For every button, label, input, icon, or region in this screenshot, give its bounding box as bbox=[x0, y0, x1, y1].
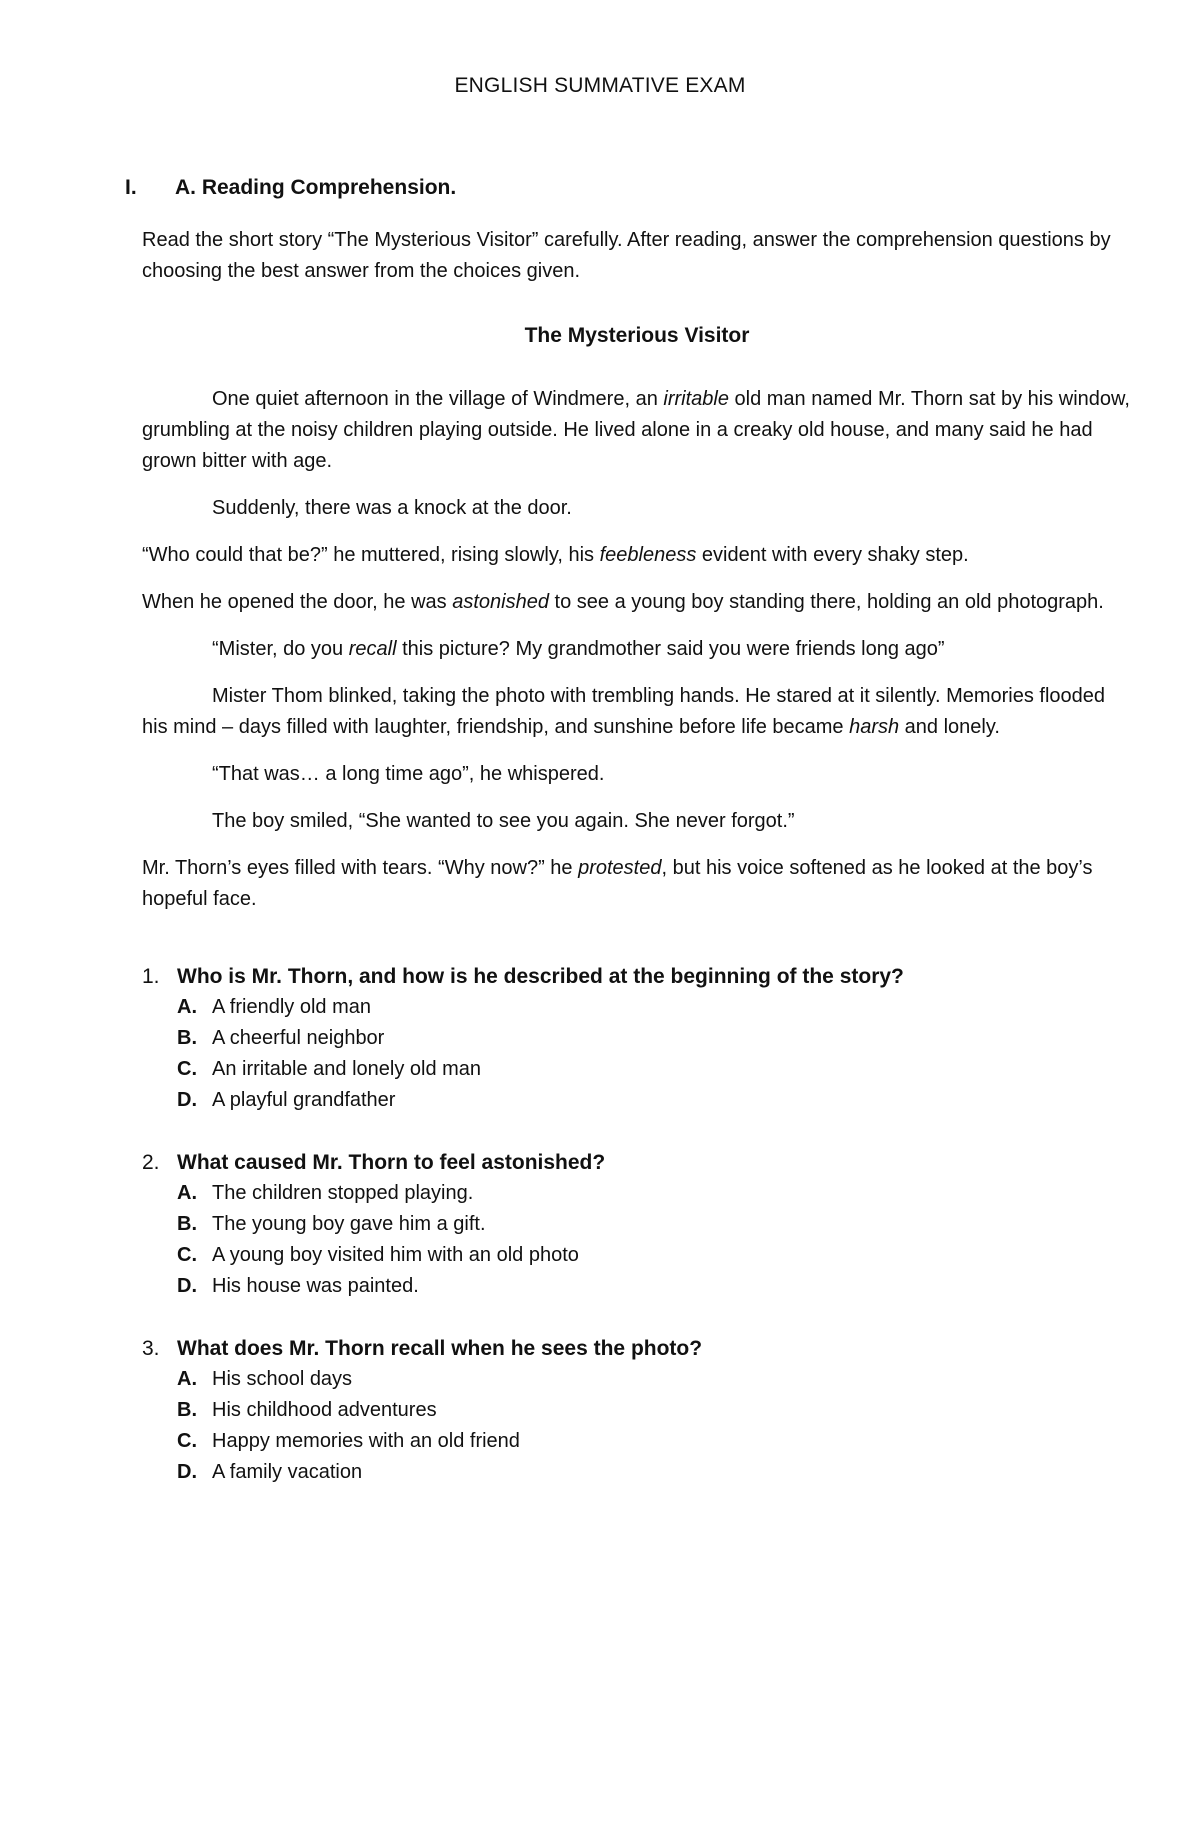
choice-3a[interactable]: A. His school days bbox=[177, 1368, 353, 1390]
choice-1d[interactable]: D. A playful grandfather bbox=[177, 1089, 396, 1111]
story-paragraph-2: Suddenly, there was a knock at the door. bbox=[212, 497, 572, 519]
question-1 bbox=[142, 961, 1132, 1116]
story-title: The Mysterious Visitor bbox=[524, 324, 750, 347]
section-number: I. bbox=[125, 176, 137, 199]
story-paragraph-1: One quiet afternoon in the village of Windmere, an irritable old man named Mr. Thorn sat by his window, grumbling at the noisy children playing outside. He lived alone in a creaky old house, and many said he had grown bitter with age. bbox=[142, 388, 1130, 472]
vocab-word-astonished: astonished bbox=[452, 591, 549, 613]
story-paragraph-7: “That was… a long time ago”, he whispered. bbox=[212, 763, 605, 785]
choice-3c[interactable]: C. Happy memories with an old friend bbox=[177, 1430, 520, 1452]
exam-title: ENGLISH SUMMATIVE EXAM bbox=[454, 74, 746, 97]
choice-2c[interactable]: C. A young boy visited him with an old photo bbox=[177, 1244, 579, 1266]
vocab-word-harsh: harsh bbox=[849, 716, 900, 738]
choice-2d[interactable]: D. His house was painted. bbox=[177, 1275, 419, 1297]
story-paragraph-5: “Mister, do you recall this picture? My grandmother said you were friends long ago” bbox=[212, 638, 945, 660]
section-heading bbox=[125, 176, 456, 200]
question-2 bbox=[142, 1147, 1132, 1302]
story-paragraph-3: “Who could that be?” he muttered, rising slowly, his feebleness evident with every shaky step. bbox=[142, 544, 969, 566]
vocab-word-feebleness: feebleness bbox=[599, 544, 697, 566]
choice-1a[interactable]: A. A friendly old man bbox=[177, 996, 371, 1018]
vocab-word-protested: protested bbox=[578, 857, 662, 879]
instructions: Read the short story “The Mysterious Visitor” carefully. After reading, answer the comprehension questions by choosing the best answer from the choices given. bbox=[142, 229, 1111, 282]
question-list bbox=[142, 961, 1132, 1488]
story-paragraph-9: Mr. Thorn’s eyes filled with tears. “Why now?” he protested, but his voice softened as he looked at the boy’s hopeful face. bbox=[142, 857, 1093, 910]
choice-2b[interactable]: B. The young boy gave him a gift. bbox=[177, 1213, 486, 1235]
story-paragraph-6: Mister Thom blinked, taking the photo with trembling hands. He stared at it silently. Memories flooded his mind – days filled with laughter, friendship, and sunshine before life became harsh and lonely. bbox=[142, 685, 1106, 738]
choice-2a[interactable]: A. The children stopped playing. bbox=[177, 1182, 474, 1204]
choice-1b[interactable]: B. A cheerful neighbor bbox=[177, 1027, 385, 1049]
question-text: 3. What does Mr. Thorn recall when he sees the photo? bbox=[142, 1337, 703, 1360]
vocab-word-irritable: irritable bbox=[663, 388, 729, 410]
exam-content bbox=[142, 225, 1132, 1519]
question-text: 2. What caused Mr. Thorn to feel astonished? bbox=[142, 1151, 606, 1174]
section-title: A. Reading Comprehension. bbox=[175, 176, 457, 199]
story-paragraph-4: When he opened the door, he was astonished to see a young boy standing there, holding an old photograph. bbox=[142, 591, 1104, 613]
choice-1c[interactable]: C. An irritable and lonely old man bbox=[177, 1058, 482, 1080]
question-3 bbox=[142, 1333, 1132, 1488]
choice-3b[interactable]: B. His childhood adventures bbox=[177, 1399, 437, 1421]
vocab-word-recall: recall bbox=[348, 638, 397, 660]
story-paragraph-8: The boy smiled, “She wanted to see you again. She never forgot.” bbox=[212, 810, 795, 832]
question-text: 1. Who is Mr. Thorn, and how is he described at the beginning of the story? bbox=[142, 965, 904, 988]
choice-3d[interactable]: D. A family vacation bbox=[177, 1461, 363, 1483]
